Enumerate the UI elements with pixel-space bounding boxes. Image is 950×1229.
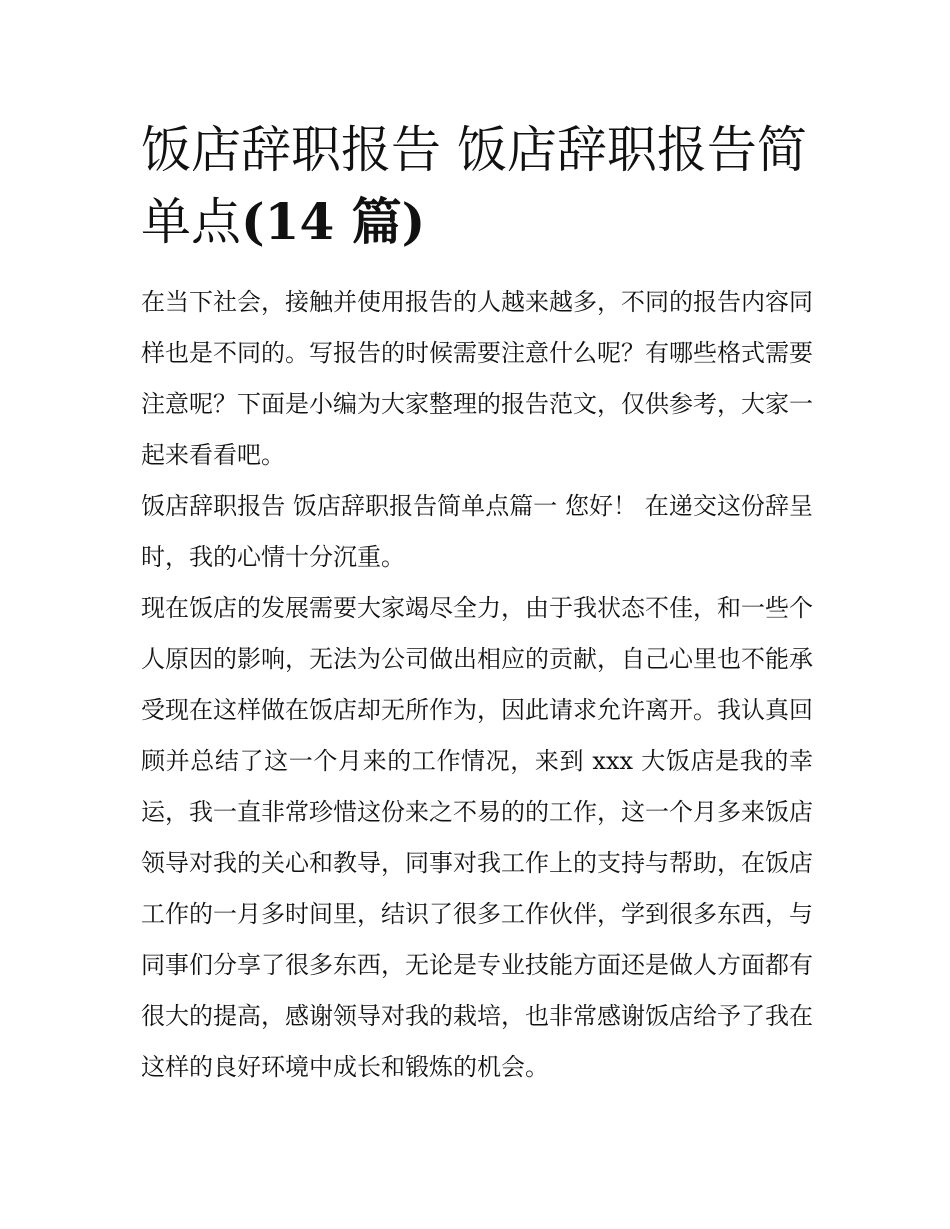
document-title-main: 饭店辞职报告 饭店辞职报告简单点	[141, 121, 807, 251]
document-content	[141, 114, 813, 1093]
document-title-suffix: (14 篇)	[241, 192, 426, 251]
intro-paragraph: 在当下社会，接触并使用报告的人越来越多，不同的报告内容同样也是不同的。写报告的时候需要注意什么呢？有哪些格式需要注意呢？下面是小编为大家整理的报告范文，仅供参考，大家一起来看看吧。	[141, 288, 813, 469]
document-body	[141, 277, 813, 1093]
greeting-paragraph: 饭店辞职报告 饭店辞职报告简单点篇一 您好！ 在递交这份辞呈时，我的心情十分沉重。	[141, 492, 813, 571]
main-paragraph: 现在饭店的发展需要大家竭尽全力，由于我状态不佳，和一些个人原因的影响，无法为公司做出相应的贡献，自己心里也不能承受现在这样做在饭店却无所作为，因此请求允许离开。我认真回顾并总结了这一个月来的工作情况，来到 xxx 大饭店是我的幸运，我一直非常珍惜这份来之不易的的工作，这一个月多来饭店领导对我的关心和教导，同事对我工作上的支持与帮助，在饭店工作的一月多时间里，结识了很多工作伙伴，学到很多东西，与同事们分享了很多东西，无论是专业技能方面还是做人方面都有很大的提高，感谢领导对我的栽培，也非常感谢饭店给予了我在这样的良好环境中成长和锻炼的机会。	[141, 594, 813, 1081]
document-title	[141, 114, 813, 258]
